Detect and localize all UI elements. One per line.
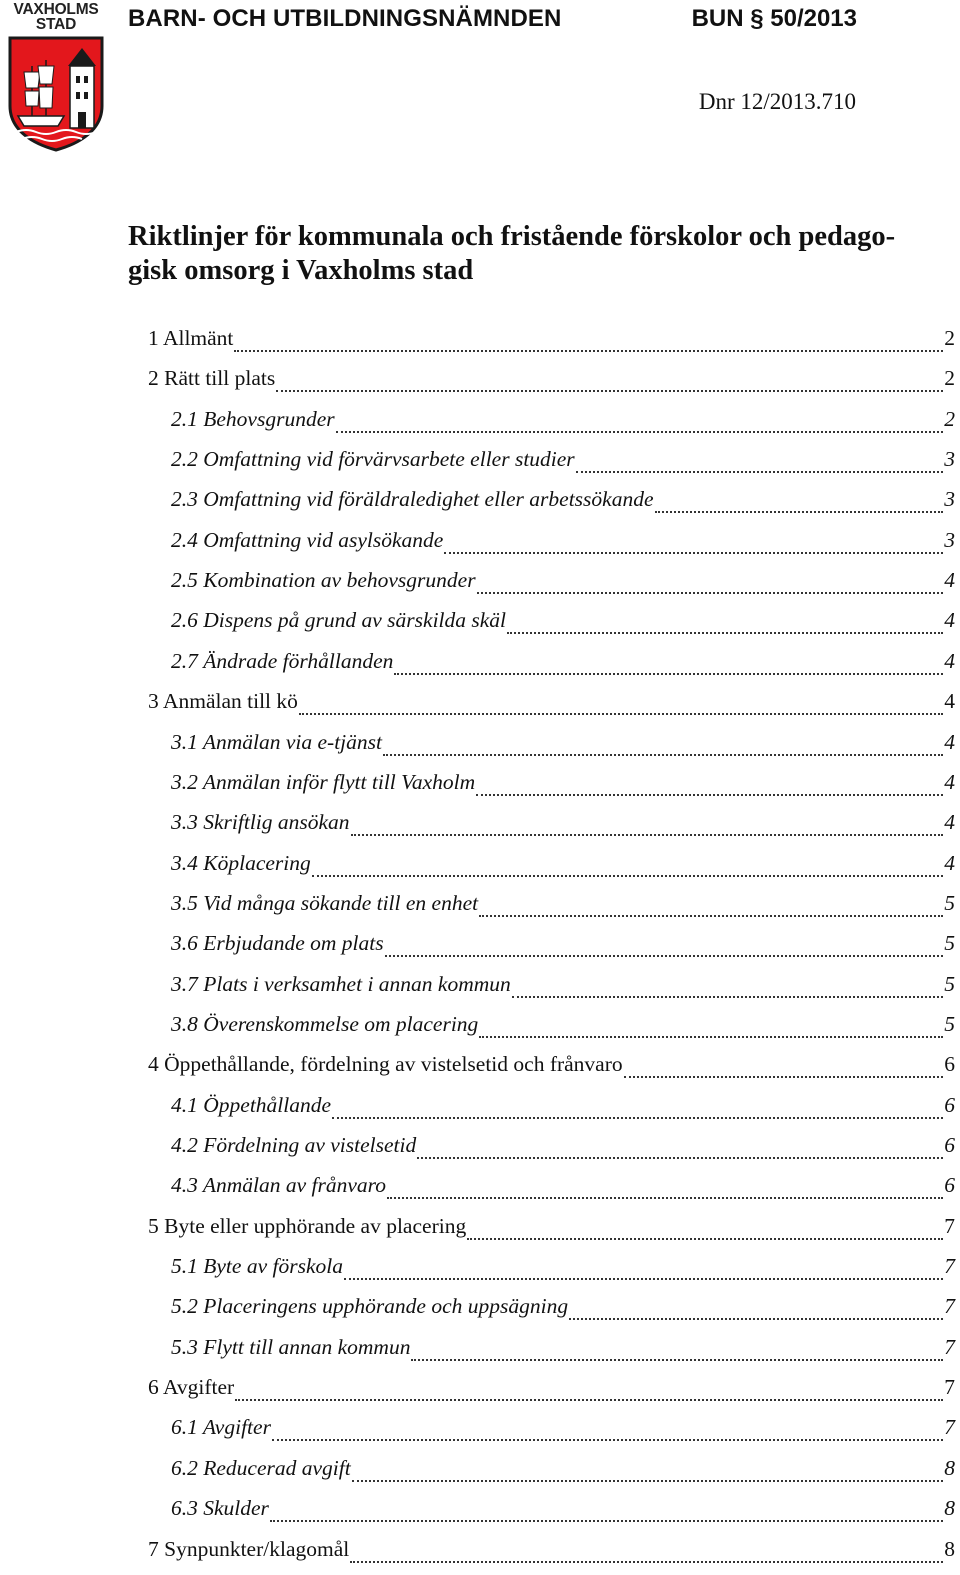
logo-text-line1: VAXHOLMS	[13, 1, 99, 18]
toc-entry[interactable]	[171, 891, 955, 923]
toc-entry-label: 7 Synpunkter/klagomål	[148, 1536, 350, 1561]
toc-entry[interactable]	[171, 1496, 955, 1528]
toc-entry[interactable]	[171, 1335, 955, 1367]
toc-dot-leader	[569, 1318, 943, 1320]
toc-entry[interactable]	[148, 326, 955, 358]
toc-entry[interactable]	[171, 407, 955, 439]
toc-entry-label: 4 Öppethållande, fördelning av vistelsetid och frånvaro	[148, 1052, 623, 1077]
toc-entry-page: 2	[944, 406, 955, 431]
toc-entry-label: 3.1 Anmälan via e-tjänst	[171, 729, 383, 754]
toc-entry-label: 2 Rätt till plats	[148, 366, 276, 391]
toc-dot-leader	[350, 1561, 943, 1563]
toc-entry-page: 5	[944, 931, 955, 956]
toc-dot-leader	[624, 1076, 944, 1078]
logo-wordmark	[4, 2, 108, 32]
toc-dot-leader	[477, 592, 944, 594]
toc-entry[interactable]	[171, 608, 955, 640]
toc-entry-page: 4	[944, 568, 955, 593]
toc-entry[interactable]	[171, 1456, 955, 1488]
toc-dot-leader	[476, 794, 943, 796]
toc-entry[interactable]	[171, 447, 955, 479]
toc-entry-page: 6	[944, 1133, 955, 1157]
toc-entry[interactable]	[148, 1537, 955, 1569]
toc-entry-page: 8	[944, 1455, 955, 1480]
toc-entry[interactable]	[148, 1052, 955, 1084]
toc-entry[interactable]	[171, 770, 955, 802]
toc-entry[interactable]	[171, 1012, 955, 1044]
toc-entry-page: 5	[944, 1011, 955, 1036]
toc-entry[interactable]	[171, 528, 955, 560]
toc-entry-label: 2.3 Omfattning vid föräldraledighet eller arbetssökande	[171, 487, 654, 512]
toc-entry-page: 7	[944, 1213, 955, 1238]
toc-dot-leader	[479, 915, 943, 917]
toc-dot-leader	[276, 390, 943, 392]
toc-entry-page: 4	[944, 810, 955, 835]
toc-dot-leader	[479, 1036, 943, 1038]
toc-dot-leader	[235, 1399, 943, 1401]
toc-entry[interactable]	[148, 1375, 955, 1407]
toc-entry-label: 2.5 Kombination av behovsgrunder	[171, 568, 476, 593]
toc-dot-leader	[385, 955, 944, 957]
toc-entry-label: 3.3 Skriftlig ansökan	[171, 810, 350, 835]
document-title-line: gisk omsorg i Vaxholms stad	[128, 255, 474, 286]
toc-dot-leader	[394, 673, 943, 675]
toc-entry[interactable]	[171, 649, 955, 681]
toc-entry[interactable]	[171, 851, 955, 883]
toc-entry-label: 6.3 Skulder	[171, 1496, 269, 1521]
toc-dot-leader	[299, 713, 943, 715]
toc-entry-label: 3.6 Erbjudande om plats	[171, 931, 384, 956]
toc-entry-page: 6	[944, 1052, 955, 1077]
toc-dot-leader	[312, 875, 944, 877]
toc-entry-page: 4	[944, 608, 955, 633]
toc-entry-label: 3 Anmälan till kö	[148, 689, 298, 714]
toc-entry-label: 6.1 Avgifter	[171, 1415, 271, 1440]
toc-entry-label: 3.8 Överenskommelse om placering	[171, 1011, 479, 1036]
toc-entry-page: 4	[944, 729, 955, 754]
toc-dot-leader	[467, 1238, 943, 1240]
toc-entry-label: 3.2 Anmälan inför flytt till Vaxholm	[171, 769, 476, 794]
toc-entry-label: 2.2 Omfattning vid förvärvsarbete eller studier	[171, 447, 575, 472]
toc-entry-page: 5	[944, 971, 955, 996]
toc-dot-leader	[383, 754, 943, 756]
toc-dot-leader	[417, 1157, 943, 1159]
toc-entry[interactable]	[148, 689, 955, 721]
toc-entry-page: 2	[944, 366, 955, 391]
document-title-line: Riktlinjer för kommunala och fristående förskolor och pedago-	[128, 221, 896, 252]
toc-entry-page: 4	[944, 769, 955, 794]
toc-dot-leader	[576, 471, 944, 473]
toc-entry-page: 7	[944, 1375, 955, 1400]
toc-entry-page: 3	[944, 447, 955, 472]
toc-dot-leader	[234, 350, 943, 352]
toc-entry-label: 2.4 Omfattning vid asylsökande	[171, 527, 444, 552]
toc-entry[interactable]	[148, 1214, 955, 1246]
toc-entry[interactable]	[171, 1173, 955, 1205]
toc-entry-label: 3.7 Plats i verksamhet i annan kommun	[171, 971, 511, 996]
toc-entry[interactable]	[148, 366, 955, 398]
toc-dot-leader	[387, 1197, 943, 1199]
committee-name: BARN- OCH UTBILDNINGSNÄMNDEN	[128, 5, 562, 32]
toc-entry-page: 7	[944, 1294, 955, 1319]
toc-entry-page: 4	[944, 850, 955, 875]
toc-entry-label: 5.3 Flytt till annan kommun	[171, 1334, 411, 1359]
toc-entry-label: 4.2 Fördelning av vistelsetid	[171, 1133, 417, 1157]
coat-of-arms-icon	[8, 36, 104, 152]
toc-entry[interactable]	[171, 931, 955, 963]
toc-entry[interactable]	[171, 1093, 955, 1125]
toc-entry-label: 4.3 Anmälan av frånvaro	[171, 1173, 386, 1198]
toc-entry-label: 6.2 Reducerad avgift	[171, 1455, 351, 1480]
toc-entry-label: 1 Allmänt	[148, 326, 234, 350]
toc-entry[interactable]	[171, 1294, 955, 1326]
toc-entry-page: 6	[944, 1173, 955, 1198]
toc-entry[interactable]	[171, 487, 955, 519]
toc-dot-leader	[411, 1359, 943, 1361]
toc-entry-label: 4.1 Öppethållande	[171, 1092, 332, 1117]
toc-entry[interactable]	[171, 568, 955, 600]
toc-entry-page: 7	[944, 1254, 955, 1279]
toc-dot-leader	[336, 431, 944, 433]
toc-dot-leader	[507, 632, 943, 634]
toc-entry[interactable]	[171, 972, 955, 1004]
toc-entry-page: 3	[944, 527, 955, 552]
toc-entry-page: 2	[944, 326, 955, 350]
toc-entry[interactable]	[171, 1254, 955, 1286]
municipality-logo	[4, 2, 108, 152]
toc-entry-page: 8	[944, 1536, 955, 1561]
toc-entry[interactable]	[171, 1133, 955, 1165]
toc-dot-leader	[344, 1278, 943, 1280]
toc-dot-leader	[512, 996, 943, 998]
toc-entry-label: 5 Byte eller upphörande av placering	[148, 1213, 467, 1238]
toc-entry-page: 4	[944, 689, 955, 714]
toc-entry-label: 5.2 Placeringens upphörande och uppsägning	[171, 1294, 569, 1319]
toc-dot-leader	[332, 1117, 943, 1119]
toc-entry[interactable]	[171, 730, 955, 762]
toc-entry-page: 7	[944, 1415, 955, 1440]
paragraph-number: BUN § 50/2013	[691, 5, 857, 32]
toc-dot-leader	[270, 1520, 943, 1522]
toc-entry-page: 7	[944, 1334, 955, 1359]
document-title	[128, 220, 940, 288]
toc-dot-leader	[272, 1439, 943, 1441]
toc-entry-label: 3.4 Köplacering	[171, 850, 311, 875]
toc-entry-label: 3.5 Vid många sökande till en enhet	[171, 890, 479, 915]
toc-entry-label: 6 Avgifter	[148, 1375, 235, 1400]
toc-entry-page: 6	[944, 1092, 955, 1117]
toc-entry-page: 5	[944, 890, 955, 915]
toc-dot-leader	[444, 552, 943, 554]
diary-number: Dnr 12/2013.710	[698, 89, 856, 114]
toc-dot-leader	[655, 511, 944, 513]
toc-entry-page: 4	[944, 648, 955, 673]
toc-entry-page: 3	[944, 487, 955, 512]
toc-dot-leader	[352, 1480, 944, 1482]
toc-entry-label: 2.7 Ändrade förhållanden	[171, 648, 394, 673]
toc-dot-leader	[351, 834, 944, 836]
toc-entry-page: 8	[944, 1496, 955, 1521]
toc-entry-label: 2.1 Behovsgrunder	[171, 406, 335, 431]
logo-text-line2: STAD	[35, 16, 77, 33]
toc-entry-label: 2.6 Dispens på grund av särskilda skäl	[171, 608, 507, 633]
toc-entry[interactable]	[171, 810, 955, 842]
toc-entry-label: 5.1 Byte av förskola	[171, 1254, 343, 1279]
toc-entry[interactable]	[171, 1415, 955, 1447]
